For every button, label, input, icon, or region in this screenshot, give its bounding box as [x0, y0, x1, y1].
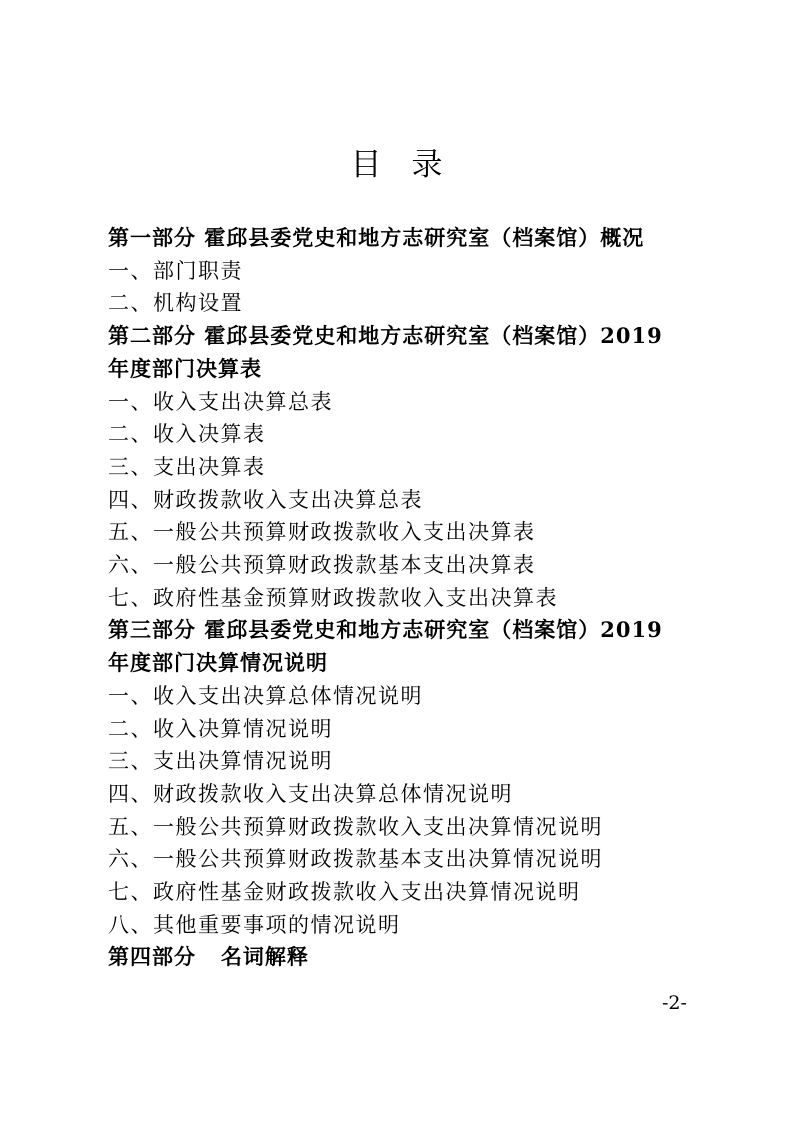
- toc-item: 三、支出决算情况说明: [108, 749, 333, 774]
- page-title: 目录: [350, 147, 473, 183]
- toc-item: 一、收入支出决算总表: [108, 389, 333, 414]
- toc-item: 七、政府性基金预算财政拨款收入支出决算表: [108, 585, 558, 610]
- toc-part-2-title-line-1: 第二部分 霍邱县委党史和地方志研究室（档案馆）2019: [108, 323, 663, 349]
- toc-item: 二、机构设置: [108, 291, 243, 316]
- toc-item: 七、政府性基金财政拨款收入支出决算情况说明: [108, 880, 581, 905]
- toc-item: 二、收入决算情况说明: [108, 716, 333, 741]
- toc-item: 五、一般公共预算财政拨款收入支出决算情况说明: [108, 814, 603, 839]
- toc-item: 一、收入支出决算总体情况说明: [108, 683, 423, 708]
- toc-part-1-title: 第一部分 霍邱县委党史和地方志研究室（档案馆）概况: [108, 225, 645, 250]
- toc-part-3-title-line-2: 年度部门决算情况说明: [108, 650, 328, 676]
- toc-part-3-title-line-1: 第三部分 霍邱县委党史和地方志研究室（档案馆）2019: [108, 617, 663, 643]
- toc-item: 八、其他重要事项的情况说明: [108, 912, 401, 937]
- page-number: -2-: [662, 992, 687, 1014]
- toc-item: 二、收入决算表: [108, 422, 266, 447]
- toc-part-4-title: 第四部分 名词解释: [108, 944, 309, 970]
- toc-item: 四、财政拨款收入支出决算总表: [108, 487, 423, 512]
- table-of-contents: [108, 222, 698, 974]
- toc-part-2-title-line-2: 年度部门决算表: [108, 355, 262, 381]
- toc-item: 六、一般公共预算财政拨款基本支出决算情况说明: [108, 847, 603, 872]
- toc-item: 三、支出决算表: [108, 454, 266, 479]
- toc-item: 一、部门职责: [108, 258, 243, 283]
- toc-item: 六、一般公共预算财政拨款基本支出决算表: [108, 553, 536, 578]
- toc-item: 五、一般公共预算财政拨款收入支出决算表: [108, 520, 536, 545]
- toc-item: 四、财政拨款收入支出决算总体情况说明: [108, 781, 513, 806]
